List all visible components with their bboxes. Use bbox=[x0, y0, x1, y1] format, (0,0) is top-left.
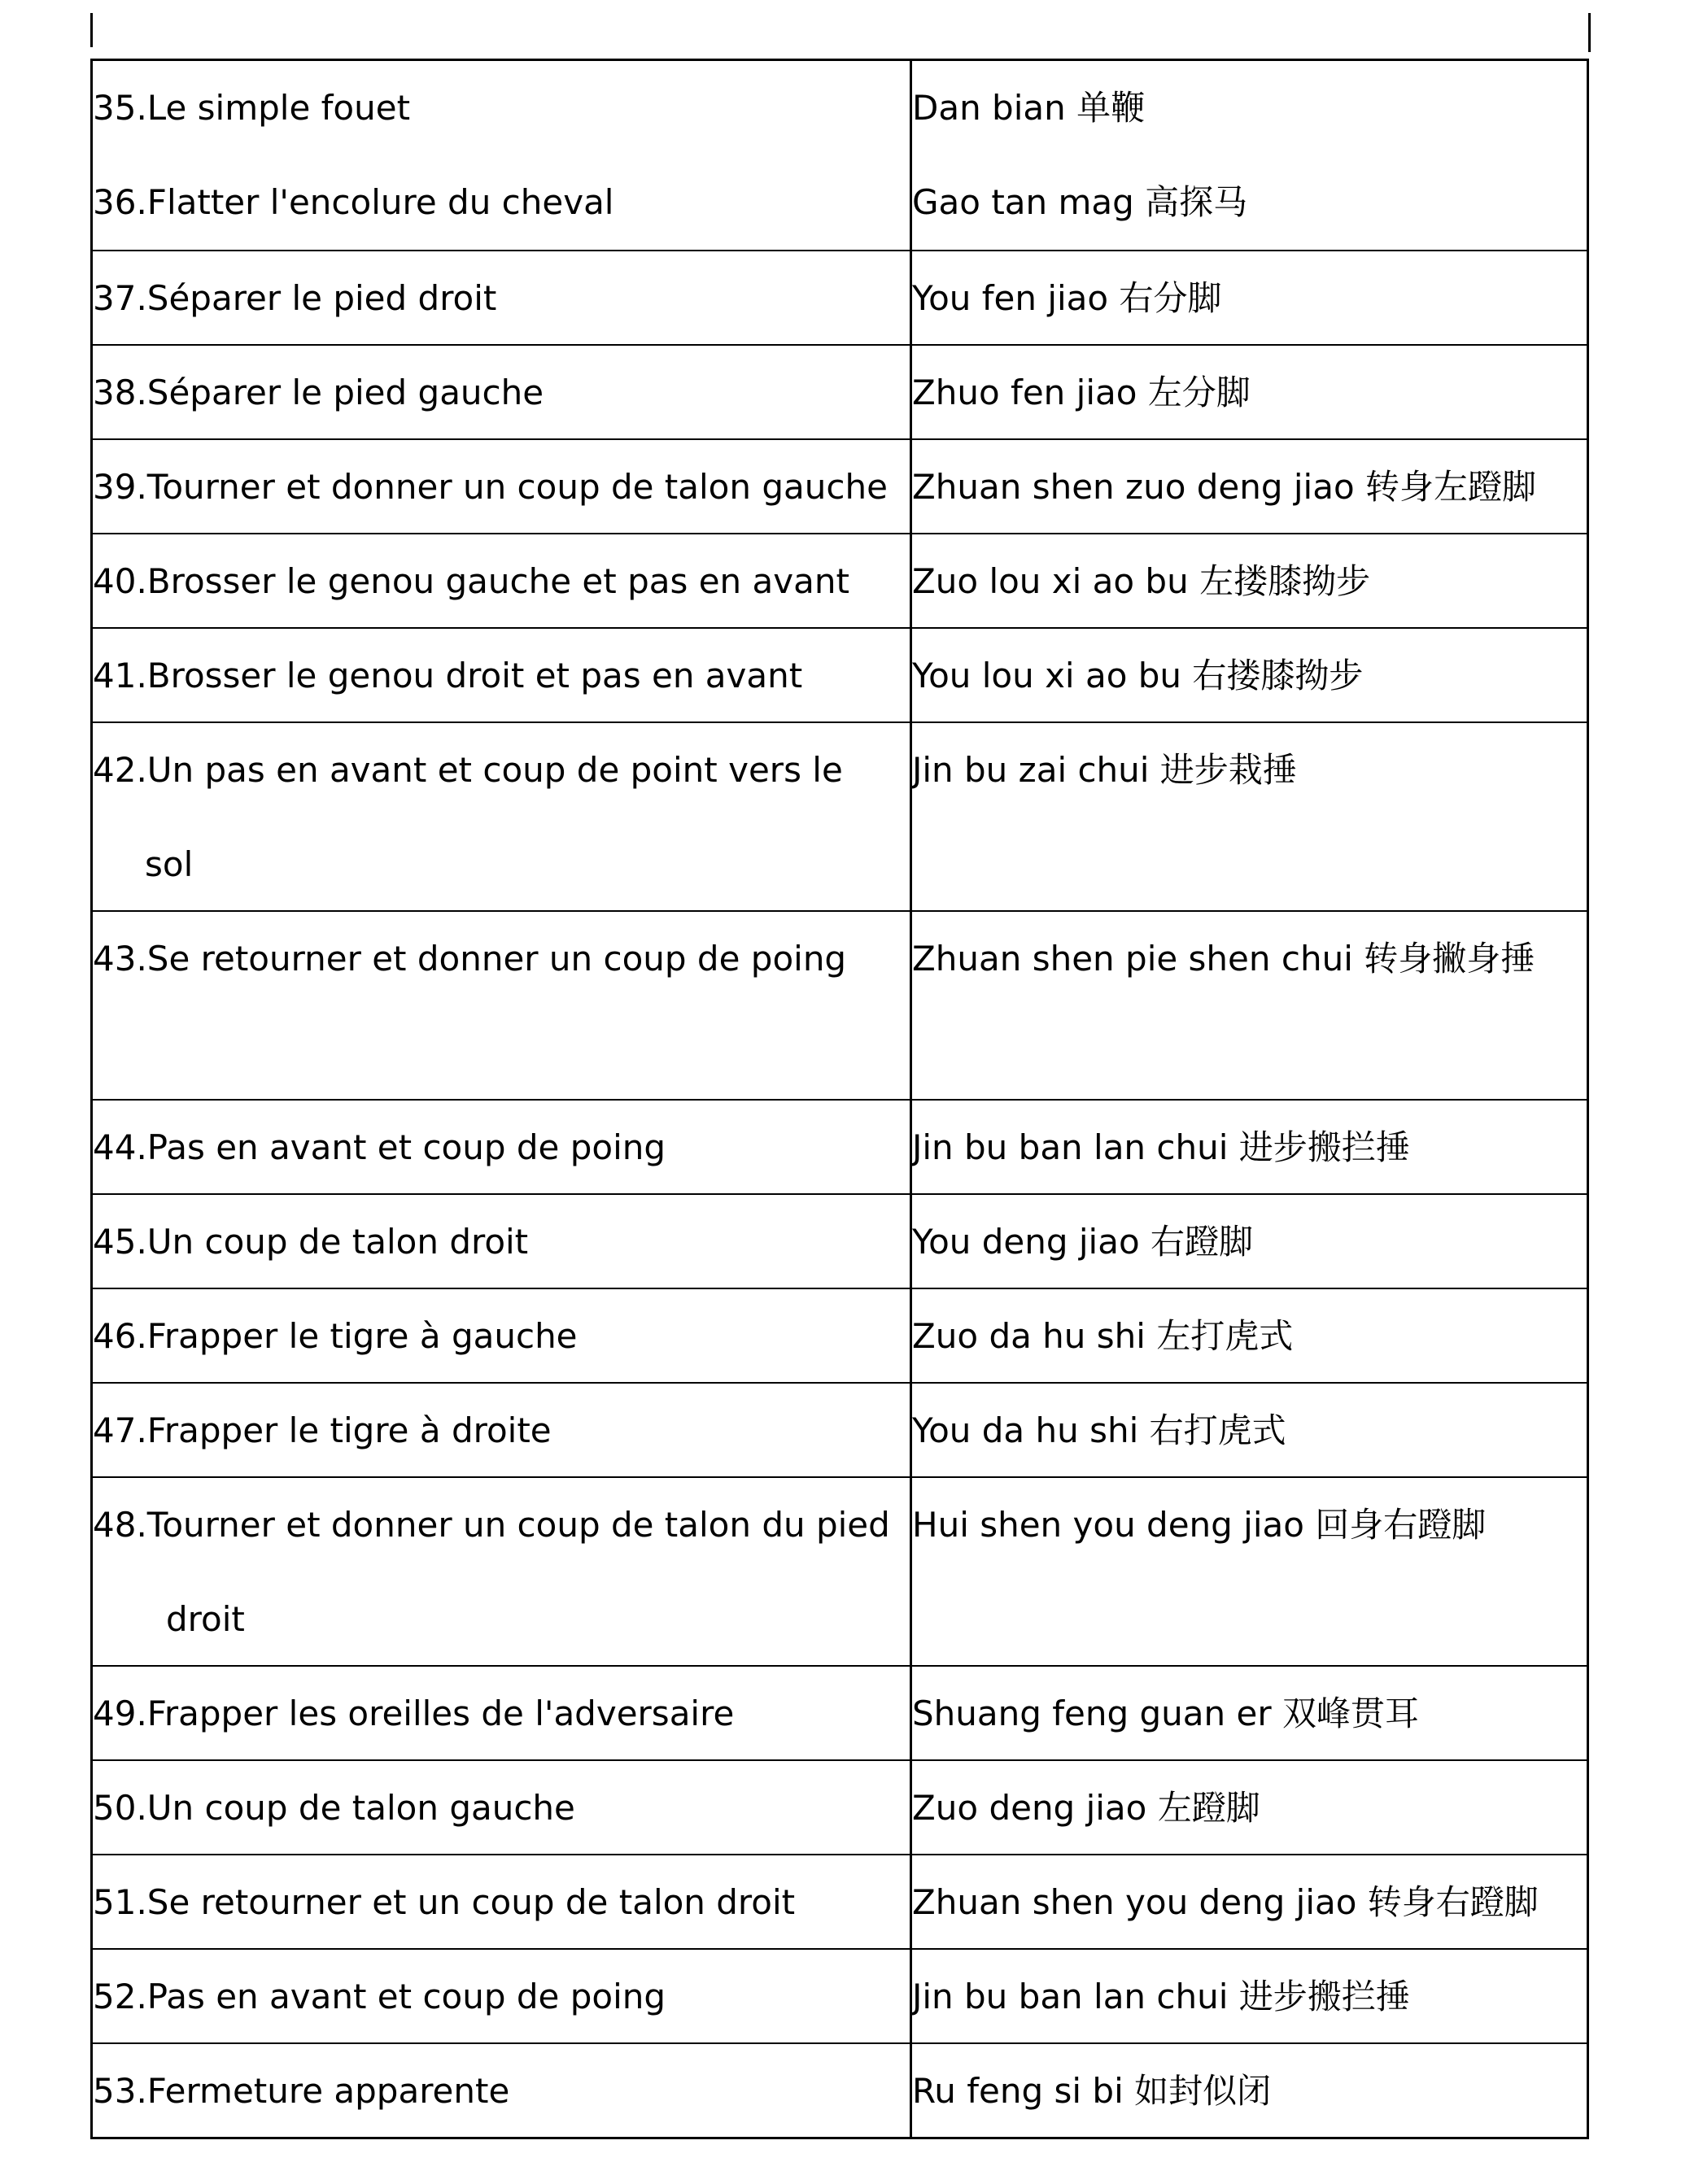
chinese-name-cell: Zhuan shen you deng jiao 转身右蹬脚 bbox=[912, 1882, 1539, 1922]
french-name-cell: 47.Frapper le tigre à droite bbox=[93, 1384, 912, 1476]
chinese-name-cell: Shuang feng guan er 双峰贯耳 bbox=[912, 1694, 1419, 1733]
chinese-name-cell: Zhuo fen jiao 左分脚 bbox=[912, 373, 1251, 412]
table-row bbox=[93, 2042, 1587, 2137]
table-row bbox=[93, 250, 1587, 344]
french-name-cell: 41.Brosser le genou droit et pas en avant bbox=[93, 629, 912, 721]
table-row bbox=[93, 344, 1587, 438]
french-name-continuation: sol bbox=[145, 844, 194, 884]
chinese-name-cell: Jin bu zai chui 进步栽捶 bbox=[912, 750, 1297, 790]
table-row bbox=[93, 1193, 1587, 1288]
french-name-cell: 51.Se retourner et un coup de talon droit bbox=[93, 1855, 912, 1948]
french-name-cell bbox=[93, 1478, 912, 1665]
table-row bbox=[93, 1288, 1587, 1382]
french-name-cell: 40.Brosser le genou gauche et pas en avant bbox=[93, 534, 912, 627]
french-name-cell: 36.Flatter l'encolure du cheval bbox=[93, 155, 912, 250]
french-name-cell: 39.Tourner et donner un coup de talon gauche bbox=[93, 440, 912, 533]
chinese-name-cell: You lou xi ao bu 右搂膝拗步 bbox=[912, 656, 1364, 695]
chinese-name-cell: Hui shen you deng jiao 回身右蹬脚 bbox=[912, 1505, 1487, 1545]
chinese-name-cell: You fen jiao 右分脚 bbox=[912, 278, 1222, 318]
chinese-name-cell: Dan bian 单鞭 bbox=[912, 88, 1146, 128]
french-name-cell: 50.Un coup de talon gauche bbox=[93, 1761, 912, 1854]
table-row bbox=[93, 627, 1587, 721]
left-margin-mark bbox=[90, 13, 93, 47]
chinese-name-cell: Zuo da hu shi 左打虎式 bbox=[912, 1316, 1294, 1356]
table-row bbox=[93, 1382, 1587, 1476]
french-name-cell: 43.Se retourner et donner un coup de poing bbox=[93, 912, 912, 1099]
french-name-continuation: droit bbox=[166, 1599, 245, 1639]
french-name-line: 48.Tourner et donner un coup de talon du pied bbox=[93, 1505, 890, 1545]
french-name-cell: 53.Fermeture apparente bbox=[93, 2044, 912, 2137]
french-name-cell: 45.Un coup de talon droit bbox=[93, 1195, 912, 1288]
table-row bbox=[93, 1099, 1587, 1193]
french-name-cell: 52.Pas en avant et coup de poing bbox=[93, 1950, 912, 2042]
table-row bbox=[93, 438, 1587, 533]
table-row bbox=[93, 61, 1587, 155]
chinese-name-cell: Gao tan mag 高探马 bbox=[912, 182, 1248, 222]
table-row bbox=[93, 1476, 1587, 1665]
table-row bbox=[93, 910, 1587, 1099]
french-name-line: 42.Un pas en avant et coup de point vers le bbox=[93, 750, 843, 790]
chinese-name-cell: Zhuan shen pie shen chui 转身撇身捶 bbox=[912, 939, 1535, 979]
french-name-cell: 35.Le simple fouet bbox=[93, 61, 912, 155]
french-name-cell: 44.Pas en avant et coup de poing bbox=[93, 1101, 912, 1193]
table-row bbox=[93, 721, 1587, 910]
table-row bbox=[93, 533, 1587, 627]
table-row bbox=[93, 1854, 1587, 1948]
chinese-name-cell: Zuo lou xi ao bu 左搂膝拗步 bbox=[912, 561, 1371, 601]
chinese-name-cell: Zuo deng jiao 左蹬脚 bbox=[912, 1788, 1260, 1828]
right-margin-mark bbox=[1588, 13, 1591, 52]
table-row bbox=[93, 1665, 1587, 1759]
chinese-name-cell: Jin bu ban lan chui 进步搬拦捶 bbox=[912, 1977, 1410, 2016]
table-row bbox=[93, 155, 1587, 250]
french-name-cell: 49.Frapper les oreilles de l'adversaire bbox=[93, 1667, 912, 1759]
french-name-cell bbox=[93, 723, 912, 910]
french-name-cell: 46.Frapper le tigre à gauche bbox=[93, 1289, 912, 1382]
chinese-name-cell: Jin bu ban lan chui 进步搬拦捶 bbox=[912, 1127, 1410, 1167]
table-row bbox=[93, 1948, 1587, 2042]
chinese-name-cell: Ru feng si bi 如封似闭 bbox=[912, 2071, 1272, 2111]
chinese-name-cell: Zhuan shen zuo deng jiao 转身左蹬脚 bbox=[912, 467, 1536, 507]
chinese-name-cell: You da hu shi 右打虎式 bbox=[912, 1410, 1286, 1450]
french-name-cell: 38.Séparer le pied gauche bbox=[93, 346, 912, 438]
chinese-name-cell: You deng jiao 右蹬脚 bbox=[912, 1222, 1253, 1262]
movement-table bbox=[90, 59, 1589, 2139]
french-name-cell: 37.Séparer le pied droit bbox=[93, 251, 912, 344]
table-row bbox=[93, 1759, 1587, 1854]
